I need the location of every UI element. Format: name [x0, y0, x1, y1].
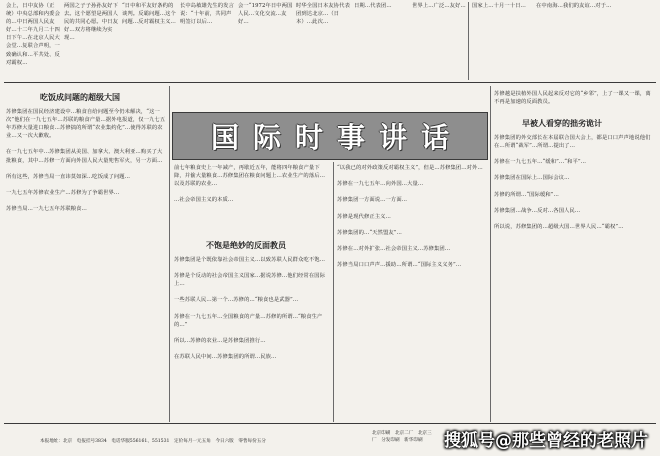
- column-rule: [468, 2, 469, 80]
- center-article-body: 苏修集团是个既依靠社会帝国主义...以致苏联人民群众吃不饱... 苏修是个反动的社会帝国主义国家...据说苏修...他们经常在国际上... 一些苏联人民...第一个...苏修的...“粮食也是武器”... 苏修在一九七五年...全国粮食的产量...苏修的所谓...“粮食生产的...” 所以...苏修的农业...是苏修集团推行... 在苏联人民中间...苏修集团的所谓...民族...: [174, 257, 326, 361]
- column-rule: [333, 162, 334, 422]
- top-column-4: 长中岛敏雄先生的发言说：“十年前，共同声明签订以后...: [180, 3, 234, 26]
- left-article-headline: 吃饭成问题的超级大国: [40, 92, 120, 102]
- section-banner: [172, 112, 488, 160]
- column-rule: [490, 86, 491, 422]
- column-rule: [169, 86, 170, 422]
- top-column-1: 会上，日中友协（正统）中央总部和内委会的...中日两国人民友好...十二年九月二十四日下午...在北京人民大会堂...复联合声明，一致确认和...平共处、反对霸权...: [6, 3, 60, 66]
- watermark: 搜狐号@那些曾经的老照片: [444, 431, 648, 451]
- center-article-headline: 不饱是绝妙的反面教员: [206, 240, 286, 250]
- left-article-body: 苏修集团在国民经济建设中...粮食自给问题至今仍未解决，“这一次”他们在一九七五年...苏联的粮食产量...据外电报道，仅一九七五年苏修大量进口粮食...苏修搞的所谓“农业集约化”...使得苏联的农业...又一次大歉收。 在一九七五年中...苏修集团从美国、加拿大、澳大利亚...购买了大批粮食，其中...苏修一方面向外国人民大量兜售军火，另一方面... 所有这些，苏修当局一直讳莫如深...吃饭成了问题... 一九七五年苏修农业生产...苏修为了争霸世界... 苏修当局...一九七五年苏联粮食...: [6, 109, 166, 213]
- footer-imprint: 本报地址：北京 电报挂号3834 电话华服556161、551531 定价每月一元五角 今日六版 零售每份五分: [40, 439, 266, 444]
- top-column-2: 两国之子子孙孙友好下去。这个愿望是两国人民的共同心愿。中日友好...双方将继续为实现...: [64, 3, 118, 42]
- right-article-kicker: 苏修越是扶植外国人民起来反对它的“乡邻”，上了一课又一课，离不再是加速的反面教员。: [494, 91, 651, 106]
- top-column-7: 日期...代表团...: [354, 3, 392, 9]
- center-article-intro: 前七年粮食史上一年减产，再歇近五年，能将四年粮食产量下降，并偷大量粮食...苏修集团在粮食问题上...农业生产的落后...以及苏联的农业... ...社会帝国主义的本质...: [174, 165, 325, 204]
- top-column-8: 世界上...广泛...友好...: [412, 3, 466, 9]
- top-column-6: 时华全国日本友协代表团到达北京...（日本）...此次...: [296, 3, 350, 26]
- right-article-body: 苏修集团的外交部长在本届联合国大会上，都是口口声声地说他们在...所谓“裁军”...所谓...提出了... 苏修在一九七五年...“缓和”...“和平”... 苏修集团在国际上...国际会议... 苏修的所谓...“国际缓和”... 苏修集团...战争...反对...各国人民... 所以说，苏修集团的...超级大国...世界人民...“霸权”...: [494, 135, 651, 231]
- top-column-5: 会一“1972年日中两国人民...文化交流...友好...: [238, 3, 293, 26]
- banner-title: 国际时事讲话: [210, 121, 463, 154]
- top-right-column-1: 国家上...十月一十日...: [472, 3, 526, 9]
- right-article-headline: 早被人看穿的拙劣诡计: [522, 118, 602, 128]
- top-right-column-2: 在中南海...我们的友谊...对于...: [536, 3, 612, 9]
- mid-article-body: “以我已的对外政策反对霸权主义”，但是...苏修集团...对外... 苏修在一九七五年...向外国...大量... 苏修集团一方面说...一方面... 苏修是现代修正主义... 苏修集团的...“天然盟友”... 苏修在...对外扩张...社会帝国主义...苏修集团... 苏修当局口口声声...援助...所谓...“国际主义义务”...: [337, 165, 483, 269]
- section-divider: [4, 82, 656, 83]
- footer-credits: 北京印刷 北京二厂 北京三厂 分发印刷 新华印刷: [372, 431, 432, 443]
- top-column-3: “日中和平友好条约的谈判。反霸问题...这个问题...反对霸权主义...: [122, 3, 176, 26]
